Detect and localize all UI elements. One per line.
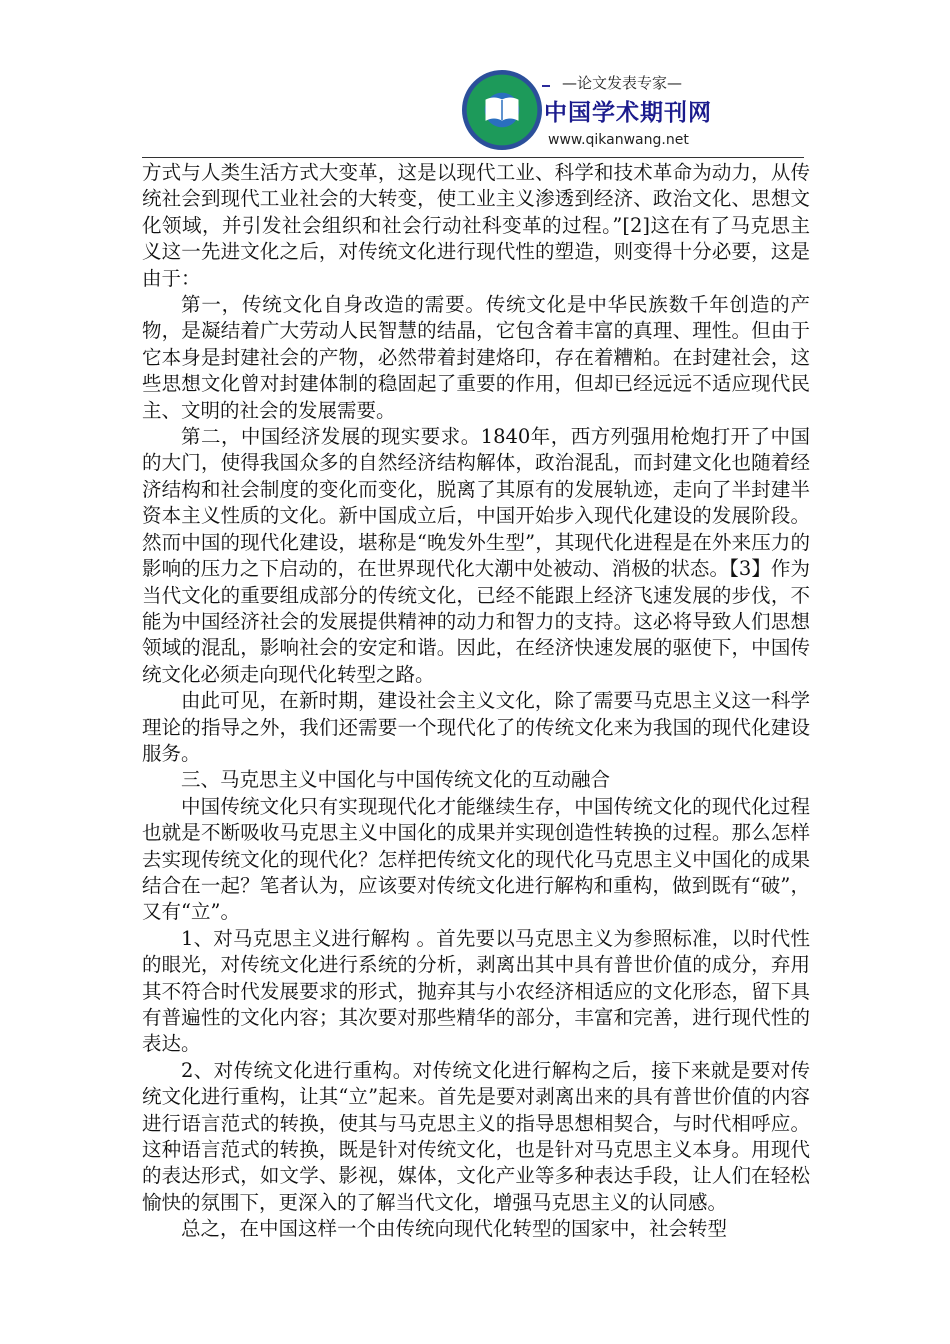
paragraph: 总之，在中国这样一个由传统向现代化转型的国家中，社会转型 xyxy=(181,1217,728,1241)
paragraph: 1、对马克思主义进行解构 。首先要以马克思主义为参照标准，以时代性的眼光，对传统文化进行系统的分析，剥离出其中具有普世价值的成分，弃用其不符合时代发展要求的形式，抛弃其与小农经济相适应的文化形态，留下具有普遍性的文化内容；其次要对那些精华的部分，丰富和完善，进行现代性的表达。 xyxy=(142,926,810,1056)
paragraph: 第一，传统文化自身改造的需要。传统文化是中华民族数千年创造的产物，是凝结着广大劳动人民智慧的结晶，它包含着丰富的真理、理性。但由于它本身是封建社会的产物，必然带着封建烙印，存在着糟粕。在封建社会，这些思想文化曾对封建体制的稳固起了重要的作用，但却已经远远不适应现代民主、文明的社会的发展需要。 xyxy=(142,293,810,422)
paragraph: 第二，中国经济发展的现实要求。1840年，西方列强用枪炮打开了中国的大门，使得我国众多的自然经济结构解体，政治混乱，而封建文化也随着经济结构和社会制度的变化而变化，脱离了其原有的发展轨迹，走向了半封建半资本主义性质的文化。新中国成立后，中国开始步入现代化建设的发展阶段。然而中国的现代化建设，堪称是“晚发外生型”，其现代化进程是在外来压力的影响的压力之下启动的，在世界现代化大潮中处被动、消极的状态。【3】作为当代文化的重要组成部分的传统文化，已经不能跟上经济飞速发展的步伐，不能为中国经济社会的发展提供精神的动力和智力的支持。这必将导致人们思想领域的混乱，影响社会的安定和谐。因此，在经济快速发展的驱使下，中国传统文化必须走向现代化转型之路。 xyxy=(142,425,810,686)
article-body xyxy=(142,160,810,1243)
header-slogan: —论文发表专家— xyxy=(550,68,694,98)
journal-header xyxy=(462,66,712,154)
header-brand-name: 中国学术期刊网 xyxy=(544,100,712,126)
section-heading: 三、马克思主义中国化与中国传统文化的互动融合 xyxy=(181,768,611,792)
journal-seal-logo xyxy=(462,70,542,150)
paragraph: 由此可见，在新时期，建设社会主义文化，除了需要马克思主义这一科学理论的指导之外，我们还需要一个现代化了的传统文化来为我国的现代化建设服务。 xyxy=(142,689,810,765)
header-url: www.qikanwang.net xyxy=(548,132,689,148)
paragraph: 中国传统文化只有实现现代化才能继续生存，中国传统文化的现代化过程也就是不断吸收马克思主义中国化的成果并实现创造性转换的过程。那么怎样去实现传统文化的现代化？怎样把传统文化的现代化马克思主义中国化的成果结合在一起？笔者认为，应该要对传统文化进行解构和重构，做到既有“破”，又有“立”。 xyxy=(142,794,810,924)
paragraph: 方式与人类生活方式大变革，这是以现代工业、科学和技术革命为动力，从传统社会到现代工业社会的大转变，使工业主义渗透到经济、政治文化、思想文化领域，并引发社会组织和社会行动社科变革的过程。”[2]这在有了马克思主义这一先进文化之后，对传统文化进行现代性的塑造，则变得十分必要，这是由于： xyxy=(142,161,810,290)
header-rule xyxy=(142,157,804,158)
paragraph: 2、对传统文化进行重构。对传统文化进行解构之后，接下来就是要对传统文化进行重构，让其“立”起来。首先是要对剥离出来的具有普世价值的内容进行语言范式的转换，使其与马克思主义的指导思想相契合，与时代相呼应。这种语言范式的转换，既是针对传统文化，也是针对马克思主义本身。用现代的表达形式，如文学、影视，媒体，文化产业等多种表达手段，让人们在轻松愉快的氛围下，更深入的了解当代文化，增强马克思主义的认同感。 xyxy=(142,1058,810,1214)
book-icon xyxy=(484,94,520,124)
